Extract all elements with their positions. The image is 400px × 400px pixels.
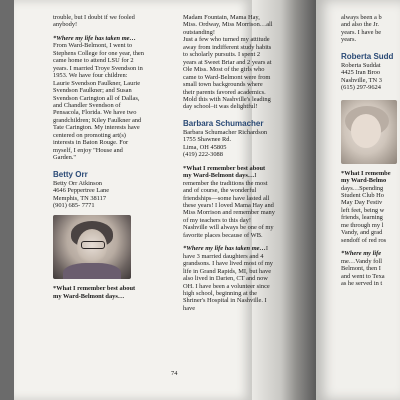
text-line: me through my l [341,221,384,229]
question-line: *What I remembe [341,169,391,177]
address-line: Roberta Suddat [341,61,381,69]
address-line: 4646 Peppertree Lane [53,187,110,195]
page-number: 74 [171,370,178,377]
address-line: Memphis, TN 38117 [53,194,107,202]
question-heading: *What I remember best about my Ward-Belmont days… [183,164,266,180]
answer-text: I have 3 married daughters and 4 grandsons. I have lived most of my life in Grand Rapids, MI, but have also lived in Darien, CT and now OH. I have been a volunteer since high school, beginning at the Shriner's Hospital in Nashville. I have [183,245,273,312]
alumna-name-heading: Roberta Sudd [341,51,394,61]
question-heading: *What I remember best about my Ward-Belmont days… [53,285,136,300]
text-line: Miss. Ordway, Miss Morrison…all [183,21,273,29]
text-line: friends, learning [341,214,383,222]
address-line: 1755 Shawnee Rd. [183,136,232,144]
text-line: anybody! [53,21,78,29]
column-3 [341,14,400,287]
text-line: me…Vandy foll [341,257,382,265]
question-line: my Ward-Belmo [341,177,387,185]
answer-paragraph [53,35,145,162]
answer-paragraph [183,165,275,240]
address-line: Barbara Schumacher Richardson [183,128,268,136]
column-1 [53,14,145,300]
text-line: days…Spending [341,184,384,192]
column-2 [183,14,275,312]
portrait-photo [341,100,397,164]
text-line: trouble, but I doubt if we fooled [53,14,135,21]
address-line: (419) 222-3088 [183,151,223,159]
text-line: Madam Fountain, Mama Hay, [183,14,260,21]
answer-text: I remember the traditions the most and of course, the wonderful friendships—some have lasted all these years! I loved Mama Hay and Miss Morrison and remember many of my teachers to this day! Nashville will always be one of my favorite places because of WB. [183,172,275,239]
question-heading: *Where my life has taken me… [183,245,266,253]
photo-face [351,114,381,148]
text-line: and also the Jr. [341,21,379,29]
text-line: outstanding! [183,28,215,36]
address-line: 4425 Iran Broo [341,69,381,77]
answer-paragraph [183,245,275,312]
text-line: sendoff of red ros [341,236,387,244]
text-line: and went to Texa [341,272,385,280]
text-line: always been a b [341,14,382,21]
photo-shirt [63,263,121,279]
address-line: Betty Orr Atkinson [53,179,102,187]
text-line: Belmont, then I [341,265,381,273]
text-line: left feet, being w [341,206,385,214]
text-line: May Day Festiv [341,199,383,207]
address-line: Lima, OH 45805 [183,143,227,151]
address-line: Nashville, TN 3 [341,76,382,84]
question-line: *Where my life [341,250,382,258]
text-line: Vandy, and grad [341,229,383,237]
portrait-photo [53,215,131,279]
address-line: (615) 297-9624 [341,84,381,92]
text-line: years. I have be [341,28,382,36]
answer-paragraph: Just a few who turned my attitude away from indifferent study habits to scholarly pursuits. I spent 2 years at Sweet Briar and 2 years at Ole Miss. Most of the girls who came to Ward-Belmont were from small town backgrounds where their parents favored academics. Mold this with Nashville's leading day school–it was delightful! [183,36,272,111]
alumna-name-heading: Betty Orr [53,169,88,179]
question-heading: *Where my life has taken me… [53,34,136,42]
text-line: years. [341,36,357,44]
answer-text: From Ward-Belmont, I went to Stephens College for one year, then came home to attend LSU for 2 years. I married Troye Svendson in 1953. We have four children: Laurie Svendson Faulkner, Laurie Svendson Faulkner; and Susan Svendson Carington all of Dallas, and Chandler Svendson of Pensacola, Florida. We have two grandchildren; Kiley Faulkner and Tate Carington. My interests have centered on promoting art(s) interests in Baton Rouge. For myself, I enjoy "House and Garden." [53,42,144,162]
text-line: Student Club Ho [341,191,384,199]
address-line: (901) 685- 7771 [53,201,95,209]
alumna-name-heading: Barbara Schumacher [183,118,264,128]
text-line: as he served in t [341,279,383,287]
photo-glasses [81,241,105,249]
